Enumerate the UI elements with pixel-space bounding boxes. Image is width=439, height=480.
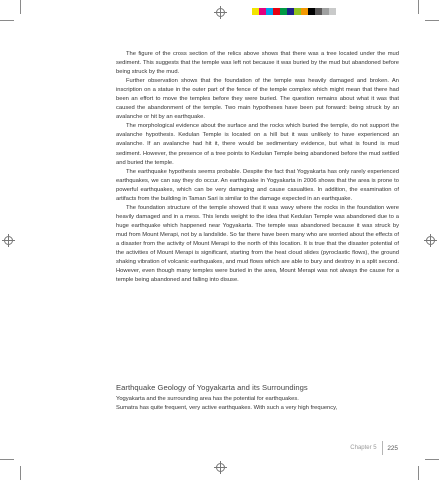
paragraph: The foundation structure of the temple showed that it was wavy where the rocks in the foundation were heavily damaged and in a mess. This lends weight to the idea that Kedulan Temple was abandoned due to a huge earthquake which happened near Yogyakarta. The temple was abandoned because it was struck by mud from Mount Merapi, not by a landslide. So far there have been many who are worried about the effects of a disaster from the activity of Mount Merapi to the north of this location. It is true that the disaster potential of the activities of Mount Merapi is significant, starting from the heat cloud slides (pyroclastic flows), the ground shaking vibration of volcanic earthquakes, and mud flows which are able to bury and destroy in a split second. However, even though many temples were buried in the area, Mount Merapi was not always the cause for a temple being abandoned and falling into disuse. — [116, 204, 399, 284]
color-swatch — [301, 8, 308, 15]
registration-mark-left — [4, 236, 13, 245]
color-swatch — [273, 8, 280, 15]
section-heading: Earthquake Geology of Yogyakarta and its Surroundings — [116, 383, 308, 392]
crop-mark-bottom-left-v — [20, 466, 21, 480]
color-swatch — [280, 8, 287, 15]
paragraph: The morphological evidence about the surface and the rocks which buried the temple, do not support the avalanche hypothesis. Kedulan Temple is located on a hill but it was unlikely to have experienced an avalanche. If an avalanche had hit it, there would be sedimentary evidence, but what is found is mud sediment. However, the presence of a tree points to Kedulan Temple being abandoned before the mud settled and buried the temple. — [116, 123, 399, 166]
color-swatch — [294, 8, 301, 15]
paragraph: The figure of the cross section of the relics above shows that there was a tree located under the mud sediment. This suggests that the temple was left not because it was buried by the mud but abandoned before being struck by the mud. — [116, 51, 399, 76]
crop-mark-top-right-h — [425, 20, 439, 21]
registration-mark-right — [426, 236, 435, 245]
page-footer — [350, 441, 398, 455]
paragraph: Sumatra has quite frequent, very active earthquakes. With such a very high frequency, — [116, 405, 338, 412]
crop-mark-bottom-left-h — [0, 459, 14, 460]
color-swatch — [329, 8, 336, 15]
body-text — [116, 50, 399, 285]
color-swatch — [259, 8, 266, 15]
registration-mark-top — [216, 8, 225, 17]
color-swatch — [308, 8, 315, 15]
color-swatch — [252, 8, 259, 15]
crop-mark-bottom-right-h — [425, 459, 439, 460]
section-body — [116, 395, 399, 413]
chapter-label: Chapter 5 — [350, 445, 377, 451]
registration-mark-bottom — [216, 463, 225, 472]
page-number: 225 — [387, 444, 398, 452]
color-swatch — [266, 8, 273, 15]
paragraph: The earthquake hypothesis seems probable. Despite the fact that Yogyakarta has only rarely experienced earthquakes, we can say they do occur. An earthquake in Yogyakarta in 2006 shows that the area is prone to powerful earthquakes, which can be very damaging and cause casualties. In addition, the examination of artifacts from the building in Taman Sari is similar to the damage expected in an earthquake. — [116, 168, 399, 202]
paragraph: Further observation shows that the foundation of the temple was heavily damaged and broken. An inscription on a statue in the outer part of the fence of the temple complex which might mean that there had been an effort to move the temples before they were buried. The question remains about what it was that caused the abandonment of the temple. Two main hypotheses have been put forward: being struck by an avalanche or hit by an earthquake. — [116, 78, 399, 121]
paragraph: Yogyakarta and the surrounding area has the potential for earthquakes. — [116, 396, 299, 402]
color-swatch — [315, 8, 322, 15]
crop-mark-top-right-v — [418, 0, 419, 14]
footer-divider — [382, 441, 383, 455]
color-calibration-bar — [252, 8, 336, 15]
color-swatch — [322, 8, 329, 15]
crop-mark-top-left-v — [20, 0, 21, 14]
crop-mark-top-left-h — [0, 20, 14, 21]
crop-mark-bottom-right-v — [418, 466, 419, 480]
color-swatch — [287, 8, 294, 15]
